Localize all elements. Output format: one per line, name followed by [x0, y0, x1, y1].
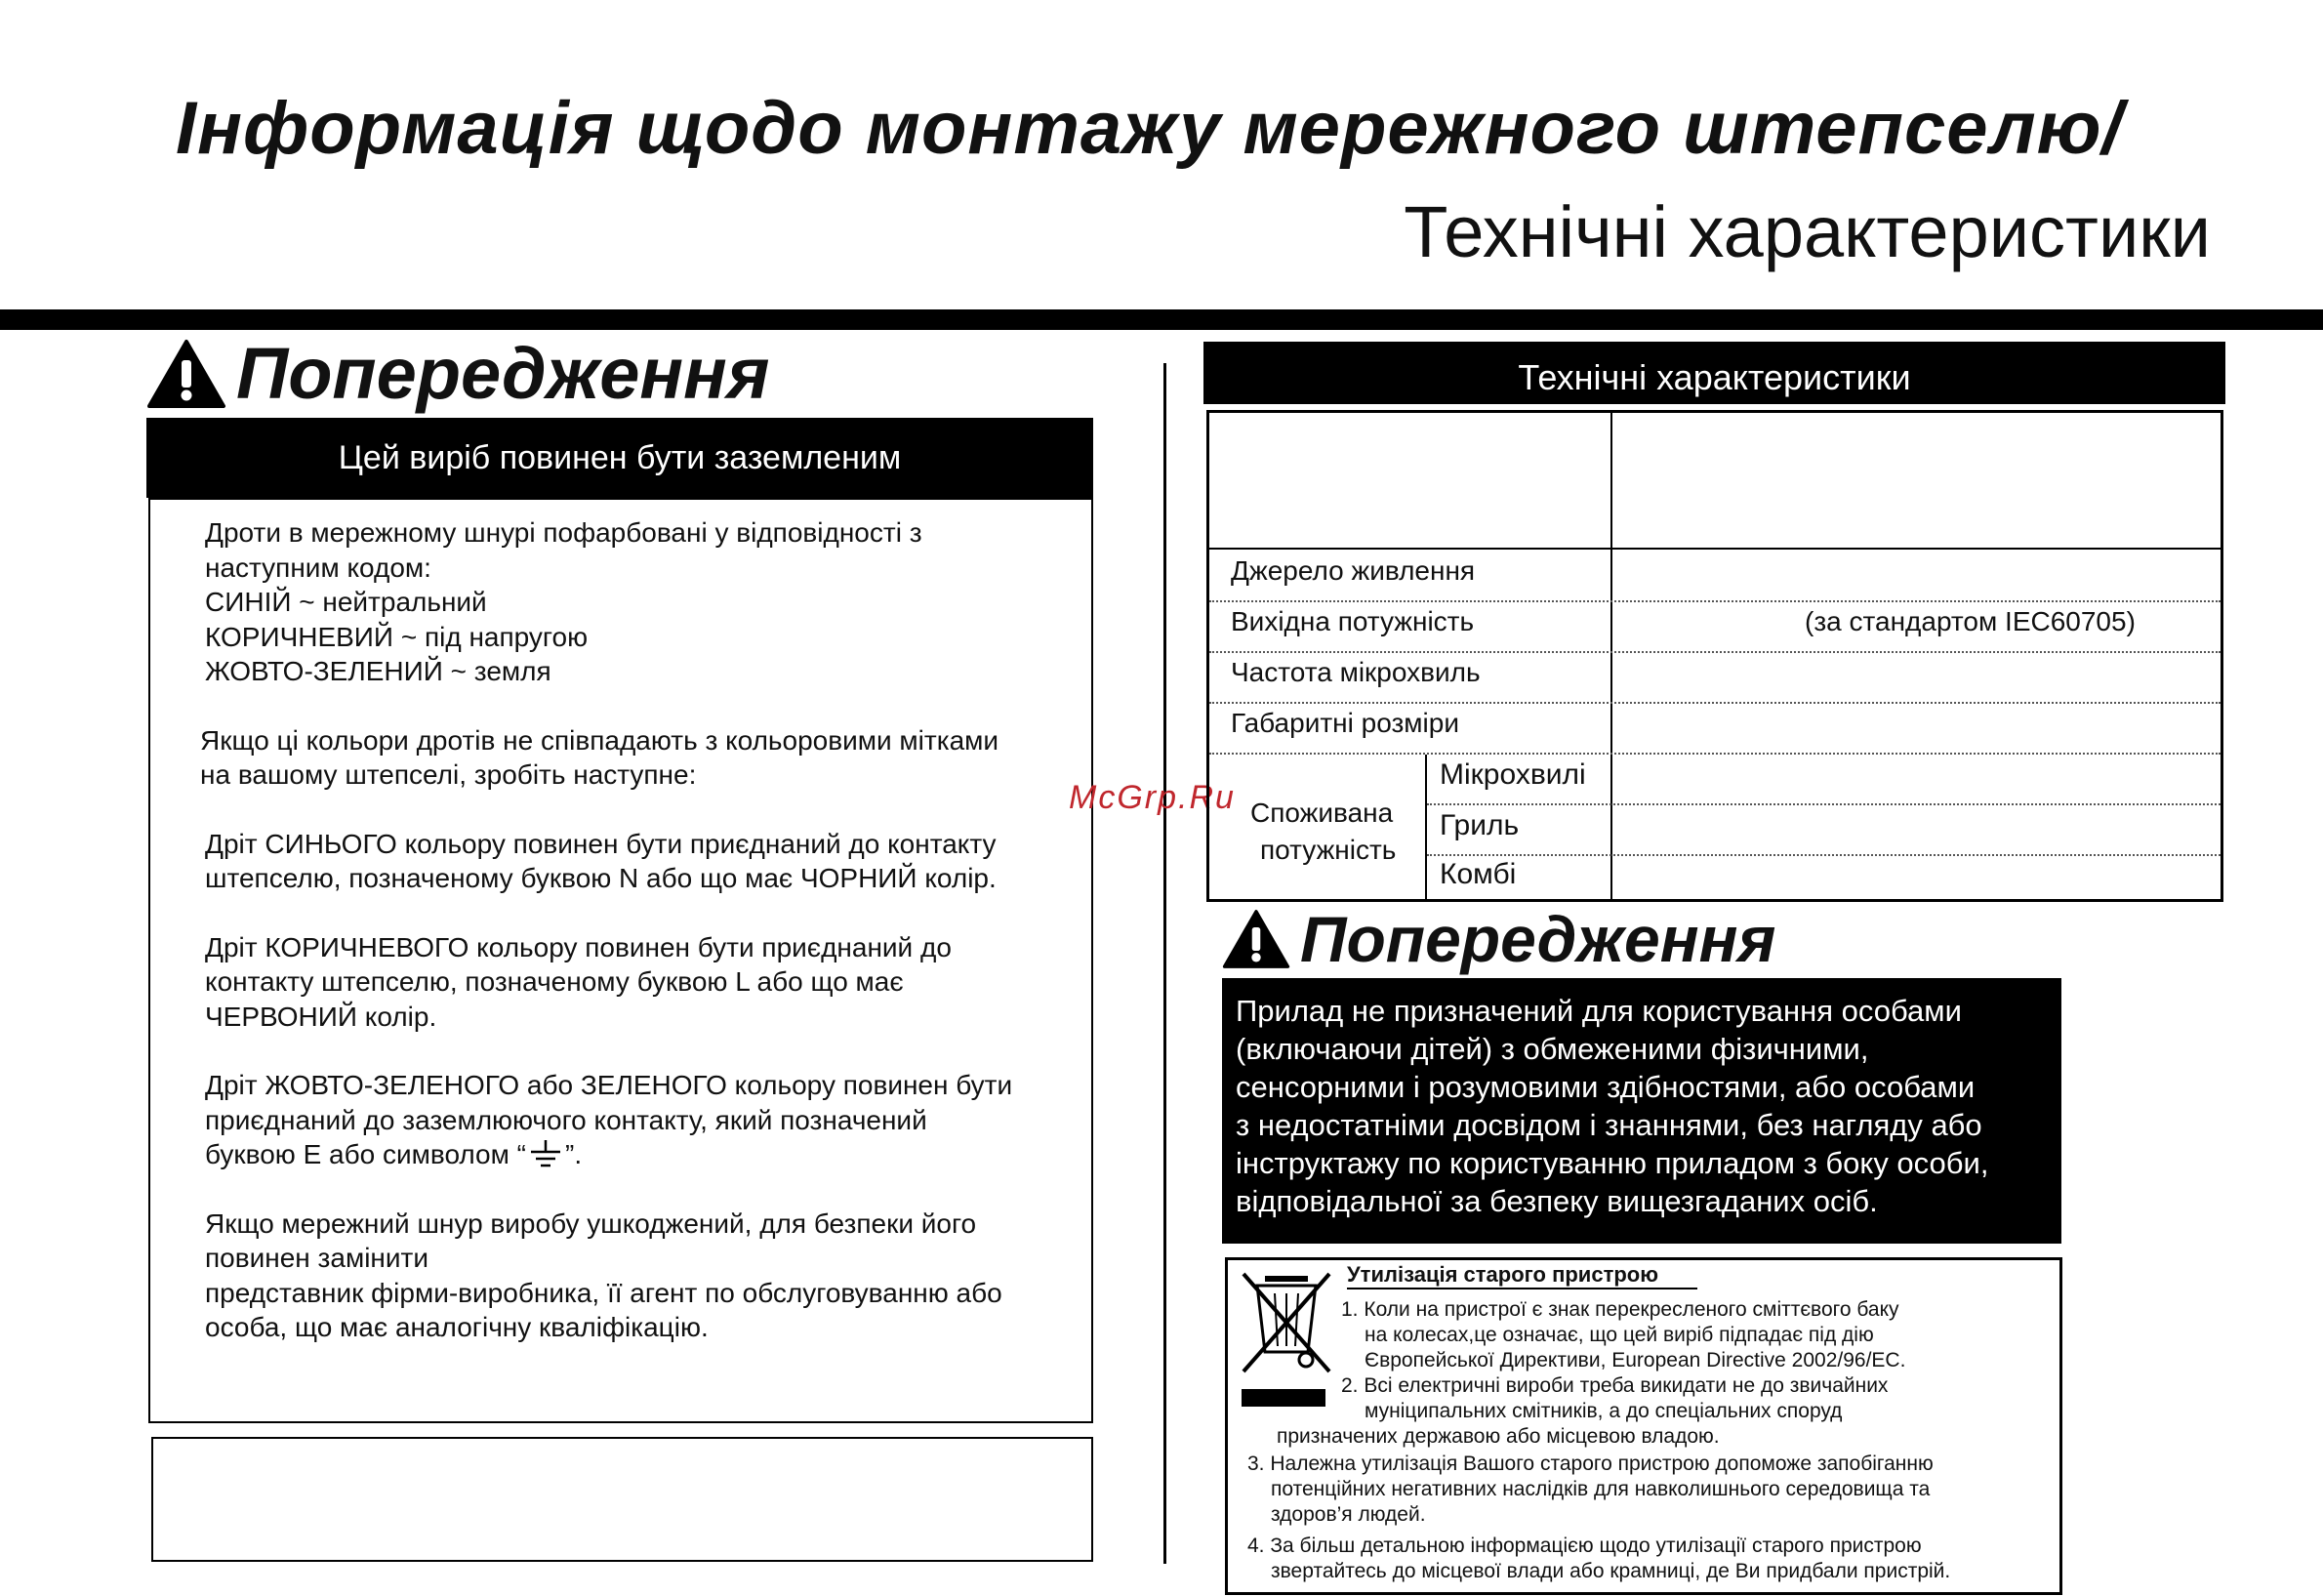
warning-heading-text: Попередження — [236, 333, 770, 414]
warning-heading-text: Попередження — [1300, 903, 1776, 975]
wiring-instructions — [200, 515, 1013, 1379]
left-warning-heading — [146, 332, 769, 415]
disposal-box — [1225, 1257, 2062, 1595]
blue-wire-instruction: Дріт СИНЬОГО кольору повинен бути приєднаний до контакту штепселю, позначеному буквою N або що має ЧОРНИЙ колір. — [205, 828, 997, 893]
spec-consumption-label-1: Споживана — [1250, 798, 1394, 828]
specs-table — [1206, 410, 2223, 902]
earth-symbol-icon — [526, 1140, 565, 1169]
page-title-line2: Технічні характеристики — [1404, 191, 2211, 272]
mismatch-note: Якщо ці кольори дротів не співпадають з кольоровими мітками на вашому штепселі, зробіть наступне: — [200, 724, 999, 790]
column-divider — [1163, 363, 1166, 1564]
spec-mode-microwave: Мікрохвилі — [1440, 758, 1586, 791]
page-title-line1: Інформація щодо монтажу мережного штепселю/ — [176, 87, 2124, 170]
right-warning-heading — [1222, 902, 1775, 976]
grounding-banner: Цей виріб повинен бути заземленим — [146, 418, 1093, 498]
disposal-item-3: 3. Належна утилізація Вашого старого пристрою допоможе запобіганню потенційних негативних наслідків для навколишнього середовища та здоров’я людей. — [1247, 1453, 1934, 1526]
warning-triangle-icon — [1222, 909, 1290, 969]
spec-row-output-power: Вихідна потужність — [1231, 606, 1475, 636]
watermark: McGrp.Ru — [1069, 779, 1236, 816]
spec-mode-grill: Гриль — [1440, 809, 1520, 841]
green-yellow-wire-instruction: Дріт ЖОВТО-ЗЕЛЕНОГО або ЗЕЛЕНОГО кольору повинен бути приєднаний до заземлюючого контакту, який позначений буквою E або символом “ ”. — [205, 1070, 1013, 1169]
spec-consumption-label-2: потужність — [1260, 835, 1397, 865]
disposal-title: Утилізація старого пристрою — [1347, 1262, 1697, 1289]
damaged-cord-note: Якщо мережний шнур виробу ушкоджений, для безпеки його повинен замінити представник фірми-виробника, її агент по обслуговуванню або особа, що має аналогічну кваліфікацію. — [205, 1207, 1002, 1342]
spec-mode-combi: Комбі — [1440, 858, 1517, 890]
disposal-item-1: 1. Коли на пристрої є знак перекресленого сміттєвого баку на колесах,це означає, що цей виріб підпадає під дію Європейської Директиви, European Directive 2002/96/EC. 2. Всі електричні вироби треба викидати не до звичайних муніципальних смітників, а до спеціальних споруд — [1341, 1298, 1906, 1422]
disability-warning-box: Прилад не призначений для користування особами (включаючи дітей) з обмеженими фізичними, сенсорними і розумовими здібностями, або особами з недостатніми досвідом і знаннями, без нагляду або інструктажу по користуванню приладом з боку особи, відповідальної за безпеку вищезгаданих осіб. — [1222, 978, 2061, 1244]
crossed-bin-icon — [1238, 1270, 1335, 1377]
disposal-item-2-tail: призначених державою або місцевою владою. — [1277, 1425, 1720, 1448]
disposal-bar-mark — [1242, 1389, 1325, 1407]
spec-output-note: (за стандартом IEC60705) — [1805, 606, 2136, 636]
warning-triangle-icon — [146, 339, 226, 409]
wire-color-code: Дроти в мережному шнурі пофарбовані у відповідності з наступним кодом: СИНІЙ ~ нейтральний КОРИЧНЕВИЙ ~ під напругою ЖОВТО-ЗЕЛЕНИЙ ~ земля — [205, 517, 922, 686]
brown-wire-instruction: Дріт КОРИЧНЕВОГО кольору повинен бути приєднаний до контакту штепселю, позначеному буквою L або що має ЧЕРВОНИЙ колір. — [205, 931, 952, 1032]
spec-row-microwave-frequency: Частота мікрохвиль — [1231, 657, 1481, 687]
spec-row-power-source: Джерело живлення — [1231, 555, 1476, 586]
disposal-item-4: 4. За більш детальною інформацією щодо утилізації старого пристрою звертайтесь до місцевої влади або крамниці, де Ви придбали пристрій. — [1247, 1535, 1951, 1582]
specs-header: Технічні характеристики — [1203, 342, 2225, 404]
empty-box — [151, 1437, 1093, 1562]
header-divider — [0, 309, 2323, 330]
spec-row-dimensions: Габаритні розміри — [1231, 708, 1459, 738]
